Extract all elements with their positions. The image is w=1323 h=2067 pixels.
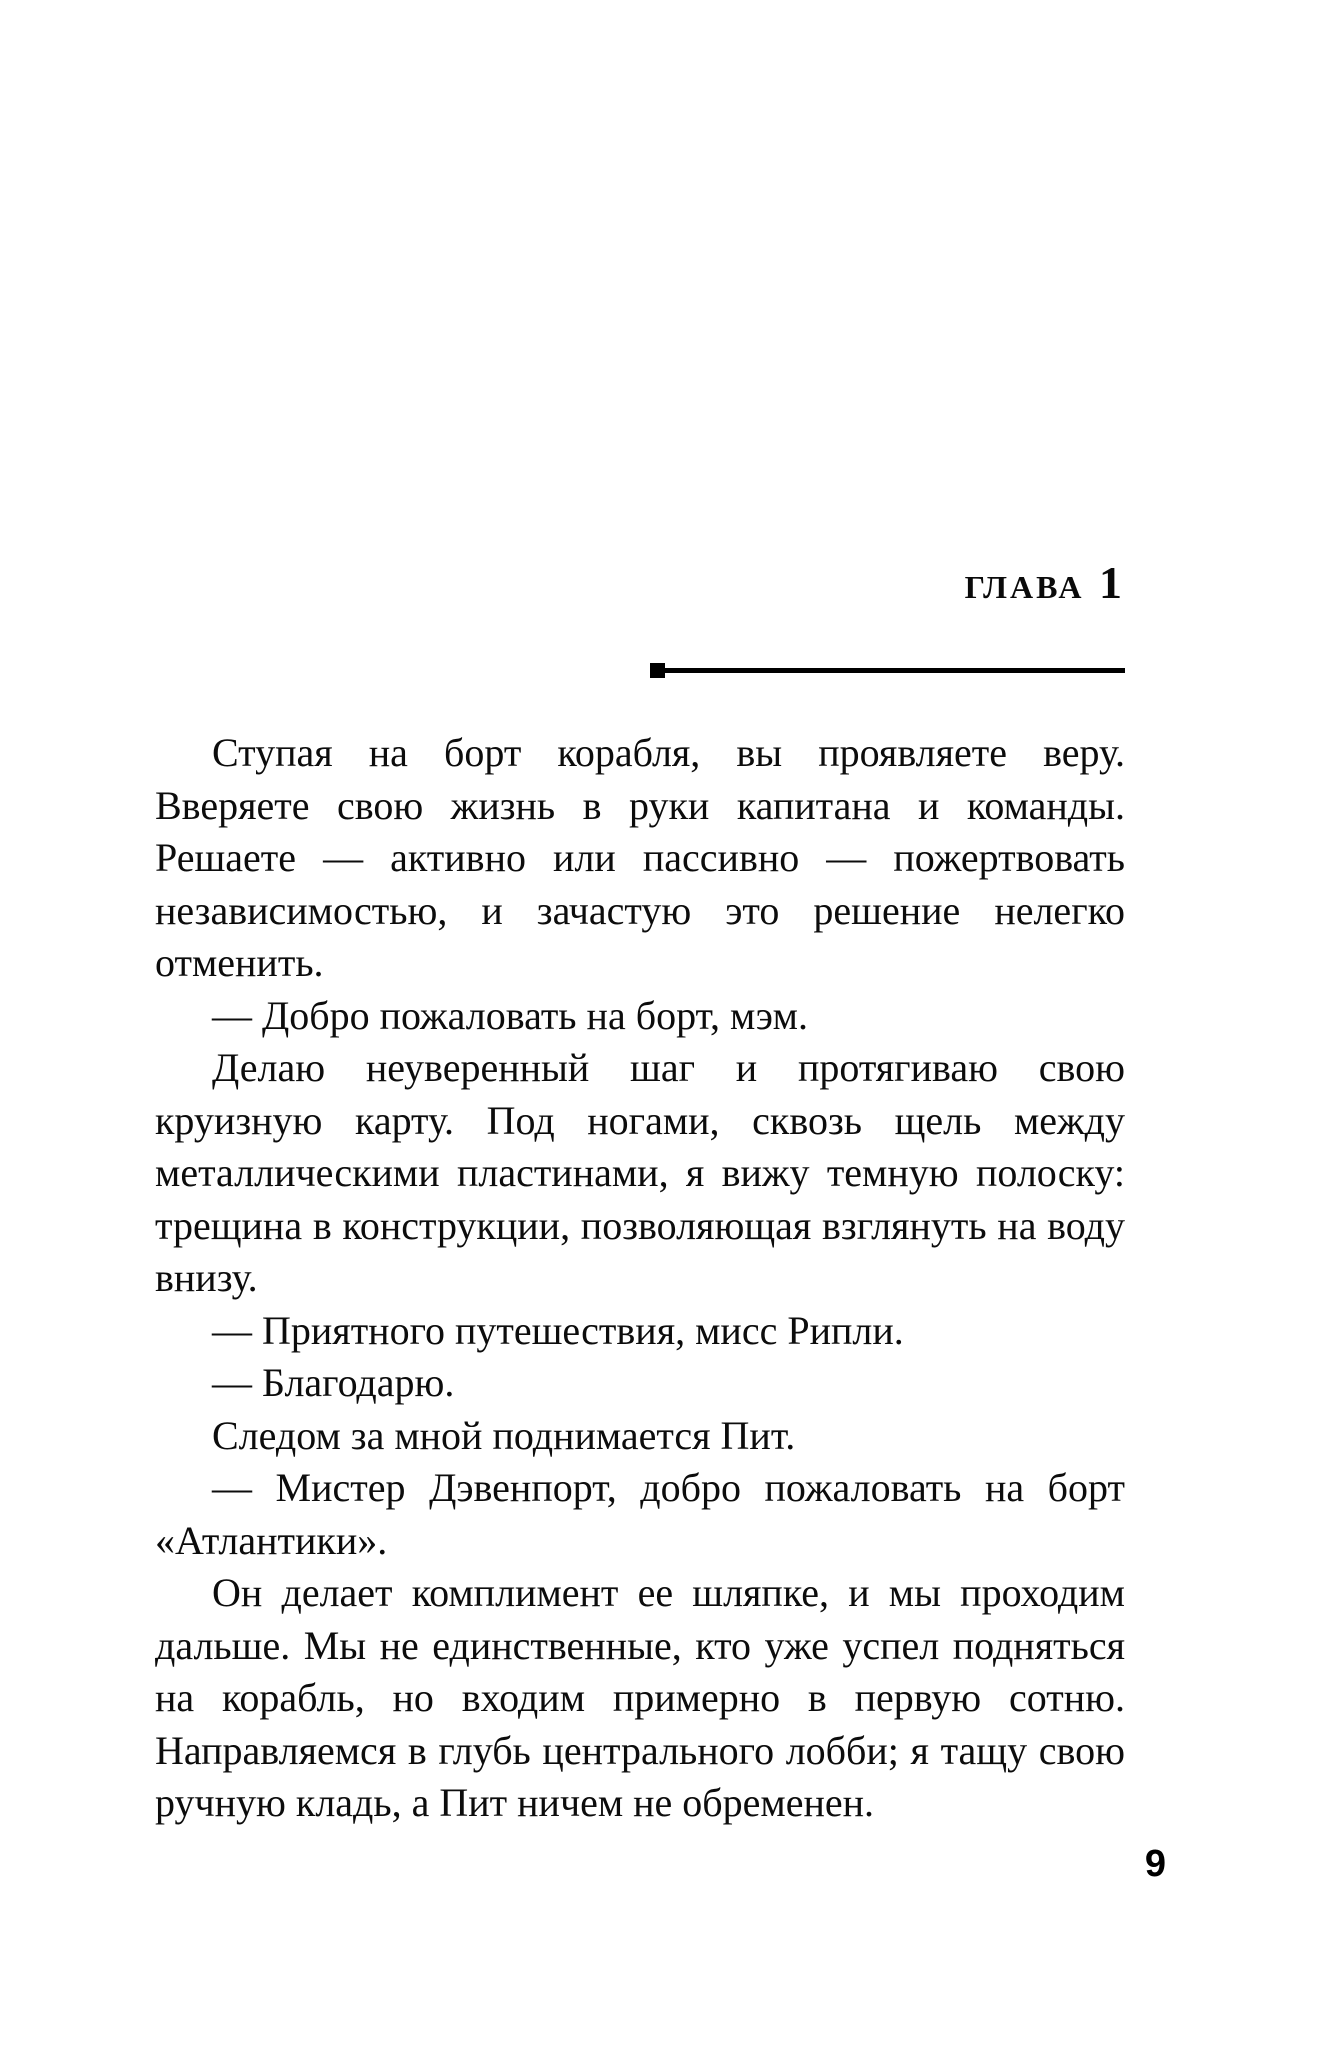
paragraph: Делаю неуверенный шаг и протягиваю свою круизную карту. Под ногами, сквозь щель между металлическими пластинами, я вижу темную полоску: трещина в конструкции, позволяющая взглянуть на воду внизу. [155,1045,1125,1300]
page-number: 9 [1144,1843,1166,1885]
paragraph: Следом за мной поднимается Пит. [212,1412,796,1458]
paragraph: — Добро пожаловать на борт, мэм. [212,992,808,1038]
chapter-title: глава 1 [964,557,1125,608]
paragraph: Он делает комплимент ее шляпке, и мы проходим дальше. Мы не единственные, кто уже успел подняться на корабль, но входим примерно в первую сотню. Направляемся в глубь центрального лобби; я тащу свою ручную кладь, а Пит ничем не обременен. [155,1570,1125,1825]
paragraph: Ступая на борт корабля, вы проявляете веру. Вверяете свою жизнь в руки капитана и команды. Решаете — активно или пассивно — пожертвовать независимостью, и зачастую это решение нелегко отменить. [155,730,1125,985]
divider-line [662,668,1125,673]
paragraph: — Мистер Дэвенпорт, добро пожаловать на борт «Атлантики». [155,1465,1125,1563]
body-text-block [155,727,1125,1830]
chapter-divider-rule [650,662,1125,678]
chapter-heading [155,557,1125,608]
paragraph: — Приятного путешествия, мисс Рипли. [212,1307,904,1353]
paragraph: — Благодарю. [212,1360,455,1405]
